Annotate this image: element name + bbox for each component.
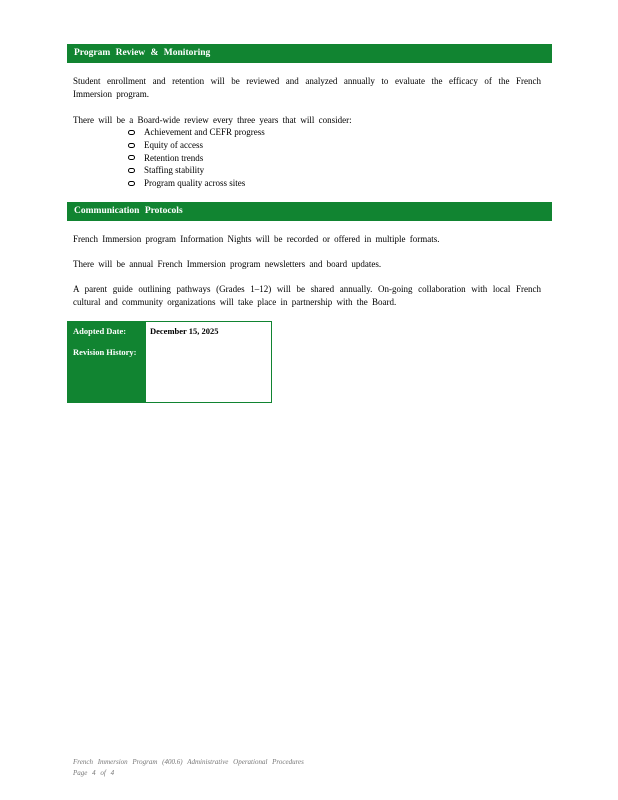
review-intro: There will be a Board-wide review every three years that will consider: <box>73 115 352 125</box>
page-number: Page 4 of 4 <box>73 768 115 777</box>
page-footer <box>73 757 304 778</box>
communication-paragraph-2: There will be annual French Immersion program newsletters and board updates. <box>73 259 382 269</box>
bullet-icon <box>128 168 135 173</box>
bullet-icon <box>128 143 135 148</box>
bullet-icon <box>128 155 135 160</box>
adopted-date-label: Adopted Date: <box>73 326 127 336</box>
list-item <box>128 139 265 152</box>
bullet-icon <box>128 181 135 186</box>
review-criteria-list <box>128 126 265 190</box>
adoption-values <box>146 322 271 402</box>
adoption-labels <box>68 322 146 402</box>
list-item-text: Program quality across sites <box>144 178 246 189</box>
bullet-icon <box>128 130 135 135</box>
review-paragraph: Student enrollment and retention will be reviewed and analyzed annually to evaluate the efficacy of the French Immersion program. <box>73 76 541 99</box>
adopted-date-value: December 15, 2025 <box>150 326 219 336</box>
list-item-text: Achievement and CEFR progress <box>144 127 265 137</box>
communication-paragraph-1: French Immersion program Information Nights will be recorded or offered in multiple formats. <box>73 234 440 244</box>
list-item <box>128 177 265 190</box>
adoption-table <box>67 321 272 403</box>
list-item-text: Retention trends <box>144 152 204 163</box>
revision-history-label: Revision History: <box>73 347 137 357</box>
list-item <box>128 152 265 165</box>
list-item <box>128 126 265 139</box>
section-heading-program-review: Program Review & Monitoring <box>67 44 552 63</box>
list-item-text: Staffing stability <box>144 165 205 176</box>
list-item <box>128 164 265 177</box>
footer-title: French Immersion Program (400.6) Administrative Operational Procedures <box>73 758 304 766</box>
list-item-text: Equity of access <box>144 139 203 150</box>
section-heading-communication: Communication Protocols <box>67 202 552 221</box>
communication-paragraph-3: A parent guide outlining pathways (Grades 1–12) will be shared annually. On-going collaboration with local French cultural and community organizations will take place in partnership with the Board. <box>73 284 541 307</box>
